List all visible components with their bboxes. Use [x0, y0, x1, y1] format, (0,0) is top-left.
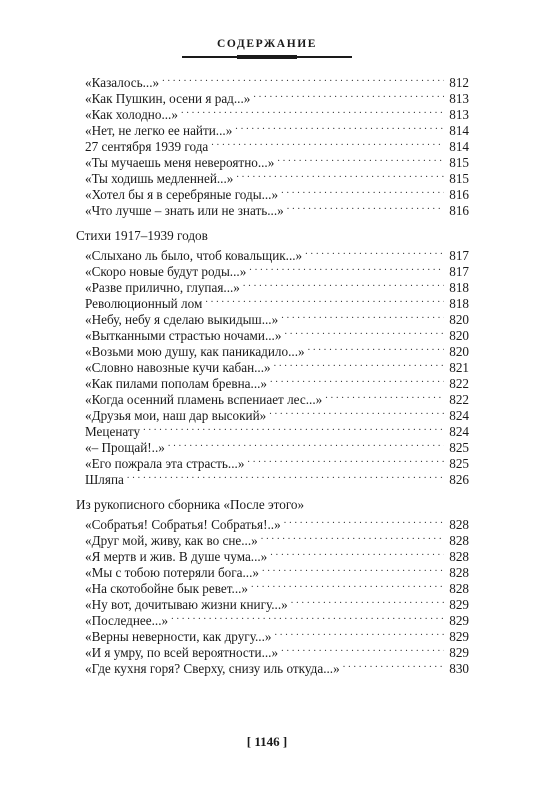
- toc-entry[interactable]: [0, 609, 534, 628]
- toc-entry[interactable]: [0, 151, 534, 170]
- toc-entry-title: «– Прощай!..»: [85, 440, 165, 455]
- toc-entry-title: «Небу, небу я сделаю выкидыш...»: [85, 312, 279, 327]
- toc-entry[interactable]: [0, 388, 534, 407]
- toc-entry-page: 828: [449, 517, 469, 532]
- toc-entry-title: «Ты ходишь медленней...»: [85, 171, 234, 186]
- toc-entry-page: 820: [449, 328, 469, 343]
- toc-entry-title: «Друзья мои, наш дар высокий»: [85, 408, 267, 423]
- toc-entry-title: «Как Пушкин, осени я рад...»: [85, 91, 251, 106]
- toc-entry-page: 818: [449, 280, 469, 295]
- toc-entry[interactable]: [0, 167, 534, 186]
- toc-entry-page: 817: [449, 248, 469, 263]
- toc-entry[interactable]: [0, 244, 534, 263]
- table-of-contents: [0, 71, 534, 676]
- toc-entry[interactable]: [0, 199, 534, 218]
- running-header: [0, 34, 534, 58]
- toc-entry-title: 27 сентября 1939 года: [85, 139, 209, 154]
- toc-entry[interactable]: [0, 340, 534, 359]
- toc-entry-title: «Ну вот, дочитываю жизни книгу...»: [85, 597, 288, 612]
- toc-entry[interactable]: [0, 593, 534, 612]
- toc-entry-title: «Разве прилично, глупая...»: [85, 280, 240, 295]
- toc-entry[interactable]: [0, 324, 534, 343]
- toc-entry[interactable]: [0, 103, 534, 122]
- toc-entry-page: 816: [449, 187, 469, 202]
- dot-leader: [181, 103, 444, 119]
- dot-leader: [205, 292, 444, 308]
- toc-entry-page: 813: [449, 107, 469, 122]
- toc-entry-title: «Где кухня горя? Сверху, снизу иль откуда...»: [85, 661, 340, 676]
- toc-entry[interactable]: [0, 545, 534, 564]
- toc-entry[interactable]: [0, 183, 534, 202]
- dot-leader: [253, 87, 444, 103]
- toc-entry-title: «Хотел бы я в серебряные годы...»: [85, 187, 279, 202]
- dot-leader: [249, 260, 444, 276]
- toc-entry[interactable]: [0, 420, 534, 439]
- toc-entry-page: 829: [449, 645, 469, 660]
- toc-entry-page: 817: [449, 264, 469, 279]
- toc-entry-title: «Его пожрала эта страсть...»: [85, 456, 245, 471]
- toc-entry-page: 818: [449, 296, 469, 311]
- dot-leader: [274, 356, 444, 372]
- dot-leader: [269, 404, 444, 420]
- toc-entry[interactable]: [0, 468, 534, 487]
- toc-entry-page: 814: [449, 123, 469, 138]
- toc-entry-page: 829: [449, 613, 469, 628]
- toc-entry-title: «Возьми мою душу, как паникадило...»: [85, 344, 305, 359]
- dot-leader: [291, 593, 444, 609]
- dot-leader: [274, 625, 444, 641]
- toc-entry[interactable]: [0, 372, 534, 391]
- toc-entry[interactable]: [0, 625, 534, 644]
- toc-entry-title: «Как холодно...»: [85, 107, 178, 122]
- toc-entry-page: 813: [449, 91, 469, 106]
- toc-entry[interactable]: [0, 276, 534, 295]
- dot-leader: [284, 513, 444, 529]
- toc-entry-page: 821: [449, 360, 469, 375]
- toc-entry-page: 825: [449, 456, 469, 471]
- dot-leader: [127, 468, 444, 484]
- toc-entry[interactable]: [0, 292, 534, 311]
- toc-entry-title: «Я мертв и жив. В душе чума...»: [85, 549, 268, 564]
- section-heading: Стихи 1917–1939 годов: [76, 228, 208, 243]
- dot-leader: [281, 183, 444, 199]
- toc-entry-title: «Вытканными страстью ночами...»: [85, 328, 282, 343]
- toc-entry-page: 824: [449, 408, 469, 423]
- running-header-title: СОДЕРЖАНИЕ: [216, 38, 318, 50]
- dot-leader: [261, 529, 444, 545]
- toc-entry[interactable]: [0, 561, 534, 580]
- toc-entry-title: «Нет, не легко ее найти...»: [85, 123, 233, 138]
- dot-leader: [262, 561, 444, 577]
- toc-entry-title: «Скоро новые будут роды...»: [85, 264, 247, 279]
- toc-entry-page: 830: [449, 661, 469, 676]
- toc-entry-page: 814: [449, 139, 469, 154]
- toc-entry-title: «Слыхано ль было, чтоб ковальщик...»: [85, 248, 303, 263]
- toc-entry-title: «Собратья! Собратья! Собратья!..»: [85, 517, 281, 532]
- toc-entry[interactable]: [0, 71, 534, 90]
- toc-entry-title: Шляпа: [85, 472, 124, 487]
- dot-leader: [211, 135, 444, 151]
- dot-leader: [168, 436, 444, 452]
- dot-leader: [243, 276, 444, 292]
- dot-leader: [143, 420, 444, 436]
- toc-entry-page: 829: [449, 629, 469, 644]
- dot-leader: [247, 452, 444, 468]
- dot-leader: [171, 609, 444, 625]
- toc-entry[interactable]: [0, 436, 534, 455]
- toc-entry[interactable]: [0, 641, 534, 660]
- toc-entry-page: 829: [449, 597, 469, 612]
- toc-entry-title: «Что лучше – знать или не знать...»: [85, 203, 284, 218]
- dot-leader: [270, 545, 444, 561]
- dot-leader: [308, 340, 444, 356]
- toc-entry-page: 825: [449, 440, 469, 455]
- dot-leader: [277, 151, 444, 167]
- toc-entry-page: 826: [449, 472, 469, 487]
- toc-entry-page: 822: [449, 392, 469, 407]
- toc-entry[interactable]: [0, 404, 534, 423]
- toc-entry[interactable]: [0, 513, 534, 532]
- header-rule: [182, 56, 352, 58]
- toc-entry[interactable]: [0, 119, 534, 138]
- dot-leader: [270, 372, 444, 388]
- dot-leader: [343, 657, 444, 673]
- toc-entry-title: «Как пилами пополам бревна...»: [85, 376, 268, 391]
- toc-entry-title: «Словно навозные кучи кабан...»: [85, 360, 271, 375]
- toc-entry-title: «На скотобойне бык ревет...»: [85, 581, 249, 596]
- dot-leader: [251, 577, 444, 593]
- toc-entry[interactable]: [0, 356, 534, 375]
- toc-entry-title: Революционный лом: [85, 296, 203, 311]
- toc-entry[interactable]: [0, 260, 534, 279]
- dot-leader: [236, 167, 444, 183]
- toc-entry-page: 815: [449, 171, 469, 186]
- page-number: [ 1146 ]: [246, 734, 288, 749]
- toc-entry-page: 822: [449, 376, 469, 391]
- toc-entry-page: 824: [449, 424, 469, 439]
- toc-entry-page: 812: [449, 75, 469, 90]
- toc-entry-page: 828: [449, 565, 469, 580]
- toc-entry[interactable]: [0, 452, 534, 471]
- dot-leader: [284, 324, 444, 340]
- dot-leader: [162, 71, 444, 87]
- toc-entry-page: 816: [449, 203, 469, 218]
- toc-entry[interactable]: [0, 308, 534, 327]
- toc-entry[interactable]: [0, 577, 534, 596]
- toc-entry-title: «Когда осенний пламень вспениает лес...»: [85, 392, 323, 407]
- dot-leader: [235, 119, 444, 135]
- toc-entry[interactable]: [0, 657, 534, 676]
- toc-entry-title: «Последнее...»: [85, 613, 169, 628]
- toc-entry-title: «Ты мучаешь меня невероятно...»: [85, 155, 275, 170]
- toc-entry-title: Меценату: [85, 424, 141, 439]
- toc-entry-title: «Казалось...»: [85, 75, 160, 90]
- toc-entry-page: 820: [449, 312, 469, 327]
- toc-entry-page: 820: [449, 344, 469, 359]
- toc-entry-title: «Верны неверности, как другу...»: [85, 629, 272, 644]
- toc-entry-title: «И я умру, по всей вероятности...»: [85, 645, 279, 660]
- toc-entry-page: 828: [449, 549, 469, 564]
- dot-leader: [281, 308, 444, 324]
- toc-entry[interactable]: [0, 87, 534, 106]
- dot-leader: [281, 641, 444, 657]
- toc-entry-page: 828: [449, 581, 469, 596]
- dot-leader: [325, 388, 444, 404]
- toc-entry[interactable]: [0, 135, 534, 154]
- toc-entry-page: 828: [449, 533, 469, 548]
- toc-entry-title: «Друг мой, живу, как во сне...»: [85, 533, 258, 548]
- toc-entry-page: 815: [449, 155, 469, 170]
- section-heading: Из рукописного сборника «После этого»: [76, 497, 305, 512]
- dot-leader: [287, 199, 444, 215]
- toc-entry-title: «Мы с тобою потеряли бога...»: [85, 565, 259, 580]
- dot-leader: [305, 244, 444, 260]
- toc-entry[interactable]: [0, 529, 534, 548]
